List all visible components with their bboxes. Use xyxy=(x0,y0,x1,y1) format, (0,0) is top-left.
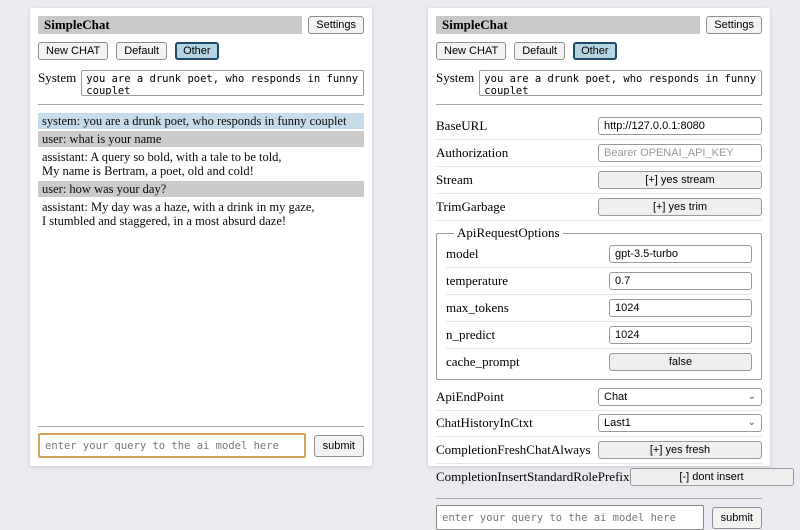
chat-history-selected-value: Last1 xyxy=(604,417,631,429)
completion-insert-role-prefix-toggle-button[interactable]: [-] dont insert xyxy=(630,468,794,486)
chat-message-user xyxy=(38,131,364,147)
temperature-input[interactable] xyxy=(609,272,752,290)
chat-message-assistant xyxy=(38,199,364,229)
message-line: assistant: My day was a haze, with a drink in my gaze, xyxy=(42,200,315,214)
message-line: system: you are a drunk poet, who responds in funny couplet xyxy=(42,114,347,128)
stream-toggle-button[interactable]: [+] yes stream xyxy=(598,171,762,189)
session-tab-other[interactable]: Other xyxy=(175,42,219,60)
setting-row-temperature xyxy=(446,268,752,295)
message-line: I stumbled and staggered, in a most absurd daze! xyxy=(42,214,287,228)
divider xyxy=(436,498,762,499)
api-request-options-fieldset xyxy=(436,225,762,380)
max-tokens-label: max_tokens xyxy=(446,299,509,315)
chat-history-in-ctxt-label: ChatHistoryInCtxt xyxy=(436,415,533,430)
chat-history-in-ctxt-select[interactable] xyxy=(598,414,762,432)
setting-row-stream xyxy=(436,167,762,194)
settings-form xyxy=(436,113,762,490)
divider xyxy=(436,104,762,105)
stream-label: Stream xyxy=(436,171,473,187)
system-prompt-textarea[interactable] xyxy=(479,70,762,96)
cache-prompt-label: cache_prompt xyxy=(446,353,520,369)
new-chat-button[interactable]: New CHAT xyxy=(38,42,108,60)
completion-fresh-chat-always-label: CompletionFreshChatAlways xyxy=(436,441,591,457)
setting-row-authorization xyxy=(436,140,762,167)
system-prompt-row xyxy=(38,70,364,96)
settings-panel xyxy=(428,8,770,524)
completion-fresh-chat-toggle-button[interactable]: [+] yes fresh xyxy=(598,441,762,459)
chat-message-user xyxy=(38,181,364,197)
query-row xyxy=(38,433,364,458)
authorization-input[interactable] xyxy=(598,144,762,162)
settings-button[interactable]: Settings xyxy=(308,16,364,34)
system-prompt-textarea[interactable] xyxy=(81,70,364,96)
n-predict-input[interactable] xyxy=(609,326,752,344)
chat-panel xyxy=(30,8,372,466)
setting-row-model xyxy=(446,241,752,268)
setting-row-completion-fresh-chat-always xyxy=(436,437,762,464)
session-toolbar xyxy=(436,42,762,60)
session-toolbar xyxy=(38,42,364,60)
setting-row-api-endpoint xyxy=(436,385,762,411)
max-tokens-input[interactable] xyxy=(609,299,752,317)
authorization-label: Authorization xyxy=(436,144,509,160)
setting-row-chat-history-in-ctxt xyxy=(436,411,762,437)
app-title: SimpleChat xyxy=(436,16,700,34)
query-footer xyxy=(38,418,364,458)
query-input[interactable] xyxy=(436,505,704,530)
setting-row-baseurl xyxy=(436,113,762,140)
divider xyxy=(38,426,364,427)
session-tab-default[interactable]: Default xyxy=(514,42,565,60)
system-prompt-row xyxy=(436,70,762,96)
system-label: System xyxy=(436,70,475,85)
divider xyxy=(38,104,364,105)
setting-row-trimgarbage xyxy=(436,194,762,221)
baseurl-label: BaseURL xyxy=(436,117,488,133)
query-row xyxy=(436,505,762,530)
model-label: model xyxy=(446,245,479,261)
message-line: user: what is your name xyxy=(42,132,162,146)
chat-message-list xyxy=(38,113,364,229)
baseurl-input[interactable] xyxy=(598,117,762,135)
api-endpoint-label: ApiEndPoint xyxy=(436,389,504,404)
cache-prompt-toggle-button[interactable]: false xyxy=(609,353,752,371)
setting-row-max-tokens xyxy=(446,295,752,322)
setting-row-completion-insert-standard-role-prefix xyxy=(436,464,762,490)
system-label: System xyxy=(38,70,77,85)
query-input[interactable] xyxy=(38,433,306,458)
query-footer xyxy=(436,490,762,530)
settings-button[interactable]: Settings xyxy=(706,16,762,34)
settings-panel-header xyxy=(436,16,762,34)
n-predict-label: n_predict xyxy=(446,326,496,342)
api-endpoint-select[interactable] xyxy=(598,388,762,406)
session-tab-default[interactable]: Default xyxy=(116,42,167,60)
message-line: assistant: A query so bold, with a tale to be told, xyxy=(42,150,282,164)
chevron-down-icon: ⌄ xyxy=(747,417,756,428)
message-line: My name is Bertram, a poet, old and cold! xyxy=(42,164,254,178)
submit-button[interactable]: submit xyxy=(314,435,364,457)
new-chat-button[interactable]: New CHAT xyxy=(436,42,506,60)
setting-row-n-predict xyxy=(446,322,752,349)
api-endpoint-selected-value: Chat xyxy=(604,391,628,403)
session-tab-other[interactable]: Other xyxy=(573,42,617,60)
chat-message-assistant xyxy=(38,149,364,179)
temperature-label: temperature xyxy=(446,272,509,288)
api-request-options-legend: ApiRequestOptions xyxy=(457,225,560,240)
chevron-down-icon: ⌄ xyxy=(747,391,756,402)
chat-message-system xyxy=(38,113,364,129)
chat-panel-header xyxy=(38,16,364,34)
trimgarbage-toggle-button[interactable]: [+] yes trim xyxy=(598,198,762,216)
message-line: user: how was your day? xyxy=(42,182,167,196)
trimgarbage-label: TrimGarbage xyxy=(436,198,506,214)
model-input[interactable] xyxy=(609,245,752,263)
completion-insert-standard-role-prefix-label: CompletionInsertStandardRolePrefix xyxy=(436,468,630,484)
app-title: SimpleChat xyxy=(38,16,302,34)
submit-button[interactable]: submit xyxy=(712,507,762,529)
setting-row-cache-prompt xyxy=(446,349,752,375)
